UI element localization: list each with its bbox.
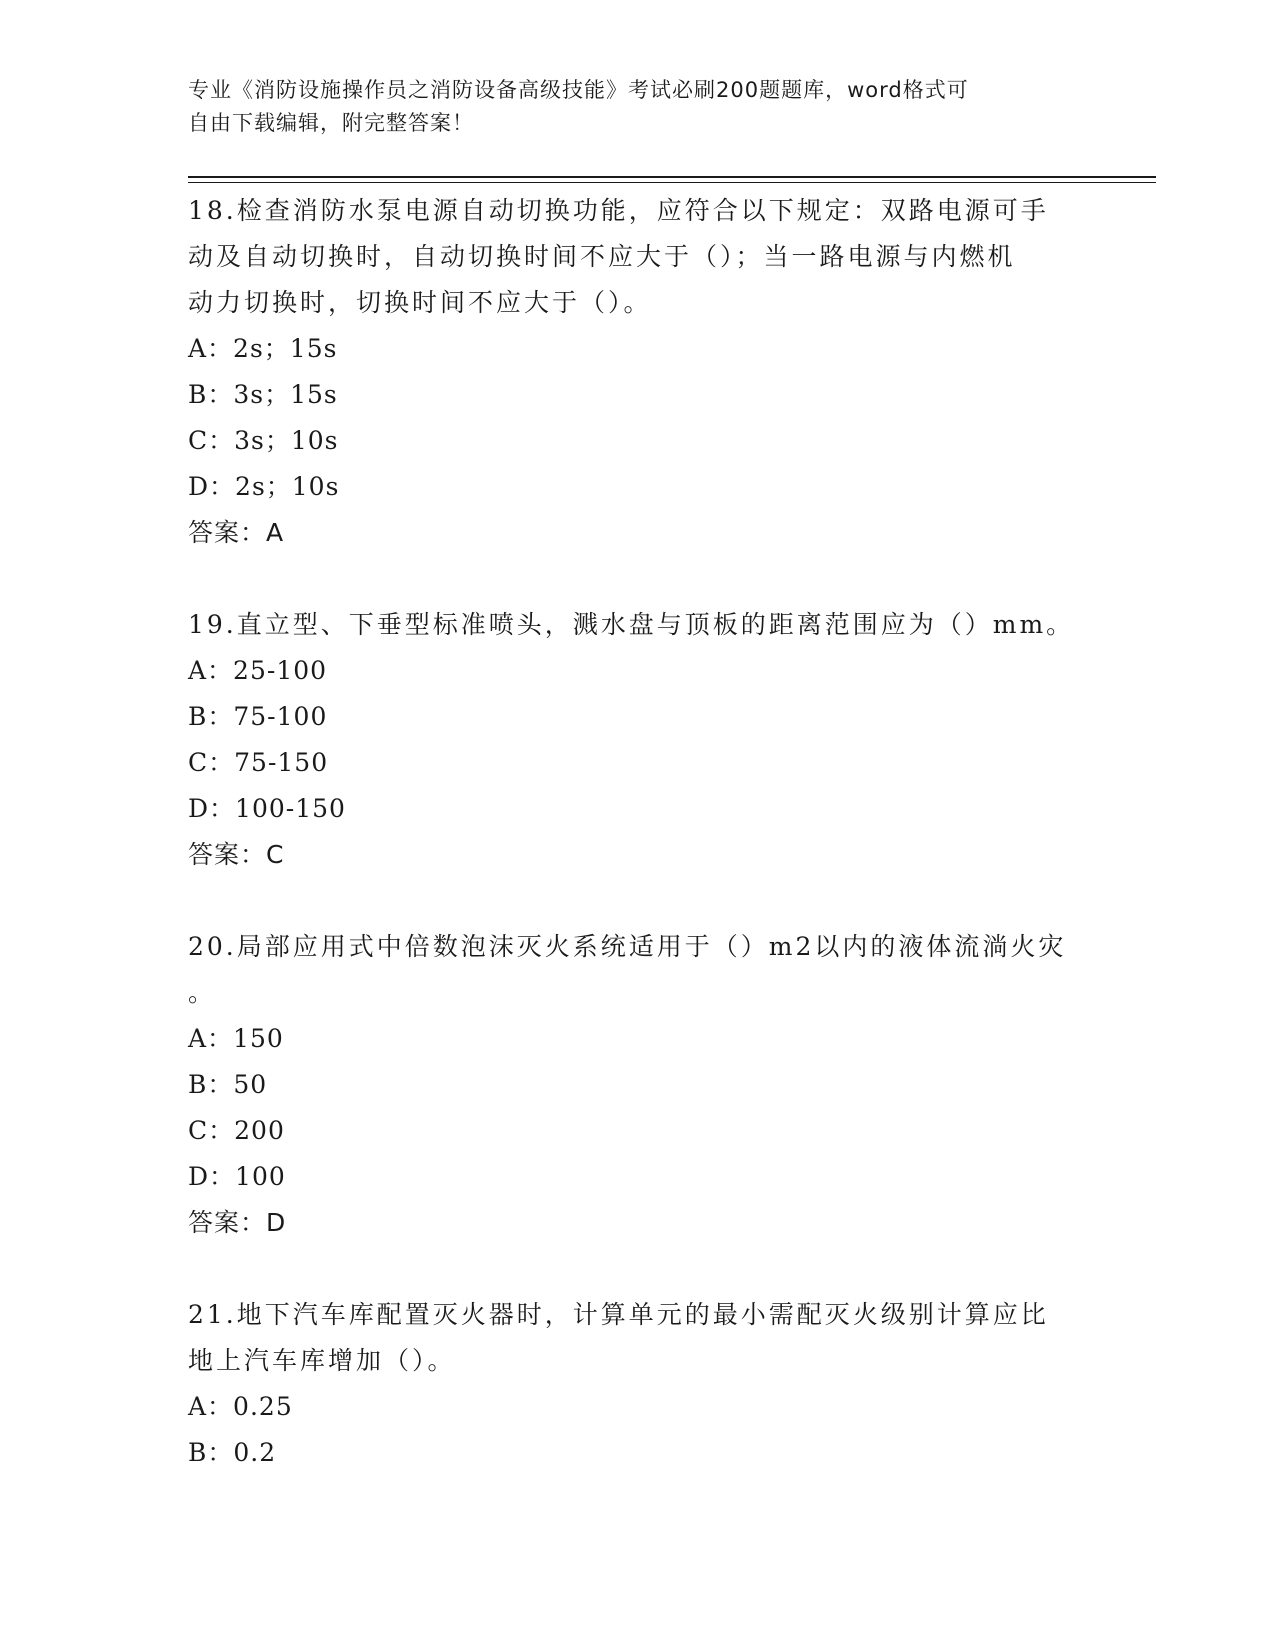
option-d: D：2s；10s [188,472,340,501]
option-a: A：25-100 [188,656,328,685]
question-text-line: 动力切换时，切换时间不应大于（）。 [188,288,652,317]
option-c: C：3s；10s [188,426,339,455]
question-spacer [188,556,1088,602]
question-text-line: 19.直立型、下垂型标准喷头，溅水盘与顶板的距离范围应为（）mm。 [188,610,1075,639]
header-line-2: 自由下载编辑，附完整答案！ [188,111,474,135]
question-20 [188,924,1088,1246]
question-text-line: 。 [188,978,217,1007]
question-spacer [188,878,1088,924]
header-divider-thick [188,176,1156,178]
option-c: C：75-150 [188,748,329,777]
question-list [188,188,1088,1476]
header-divider-thin [188,182,1156,183]
option-a: A：150 [188,1024,284,1053]
document-header [188,74,1068,140]
option-d: D：100 [188,1162,286,1191]
question-text-line: 20.局部应用式中倍数泡沫灭火系统适用于（）m2以内的液体流淌火灾 [188,932,1067,961]
question-text-line: 地上汽车库增加（）。 [188,1346,456,1375]
header-line-1: 专业《消防设施操作员之消防设备高级技能》考试必刷200题题库，word格式可 [188,78,969,102]
question-19 [188,602,1088,878]
answer-line: 答案：D [188,1208,287,1237]
question-21 [188,1292,1088,1476]
answer-line: 答案：C [188,840,285,869]
option-b: B：0.2 [188,1438,277,1467]
option-a: A：2s；15s [188,334,338,363]
option-d: D：100-150 [188,794,346,823]
question-text-line: 动及自动切换时，自动切换时间不应大于（）；当一路电源与内燃机 [188,242,1016,271]
option-c: C：200 [188,1116,285,1145]
question-text-line: 21.地下汽车库配置灭火器时，计算单元的最小需配灭火级别计算应比 [188,1300,1049,1329]
option-b: B：75-100 [188,702,328,731]
answer-line: 答案：A [188,518,285,547]
question-text-line: 18.检查消防水泵电源自动切换功能，应符合以下规定：双路电源可手 [188,196,1049,225]
option-a: A：0.25 [188,1392,293,1421]
question-spacer [188,1246,1088,1292]
question-18 [188,188,1088,556]
option-b: B：3s；15s [188,380,338,409]
option-b: B：50 [188,1070,268,1099]
